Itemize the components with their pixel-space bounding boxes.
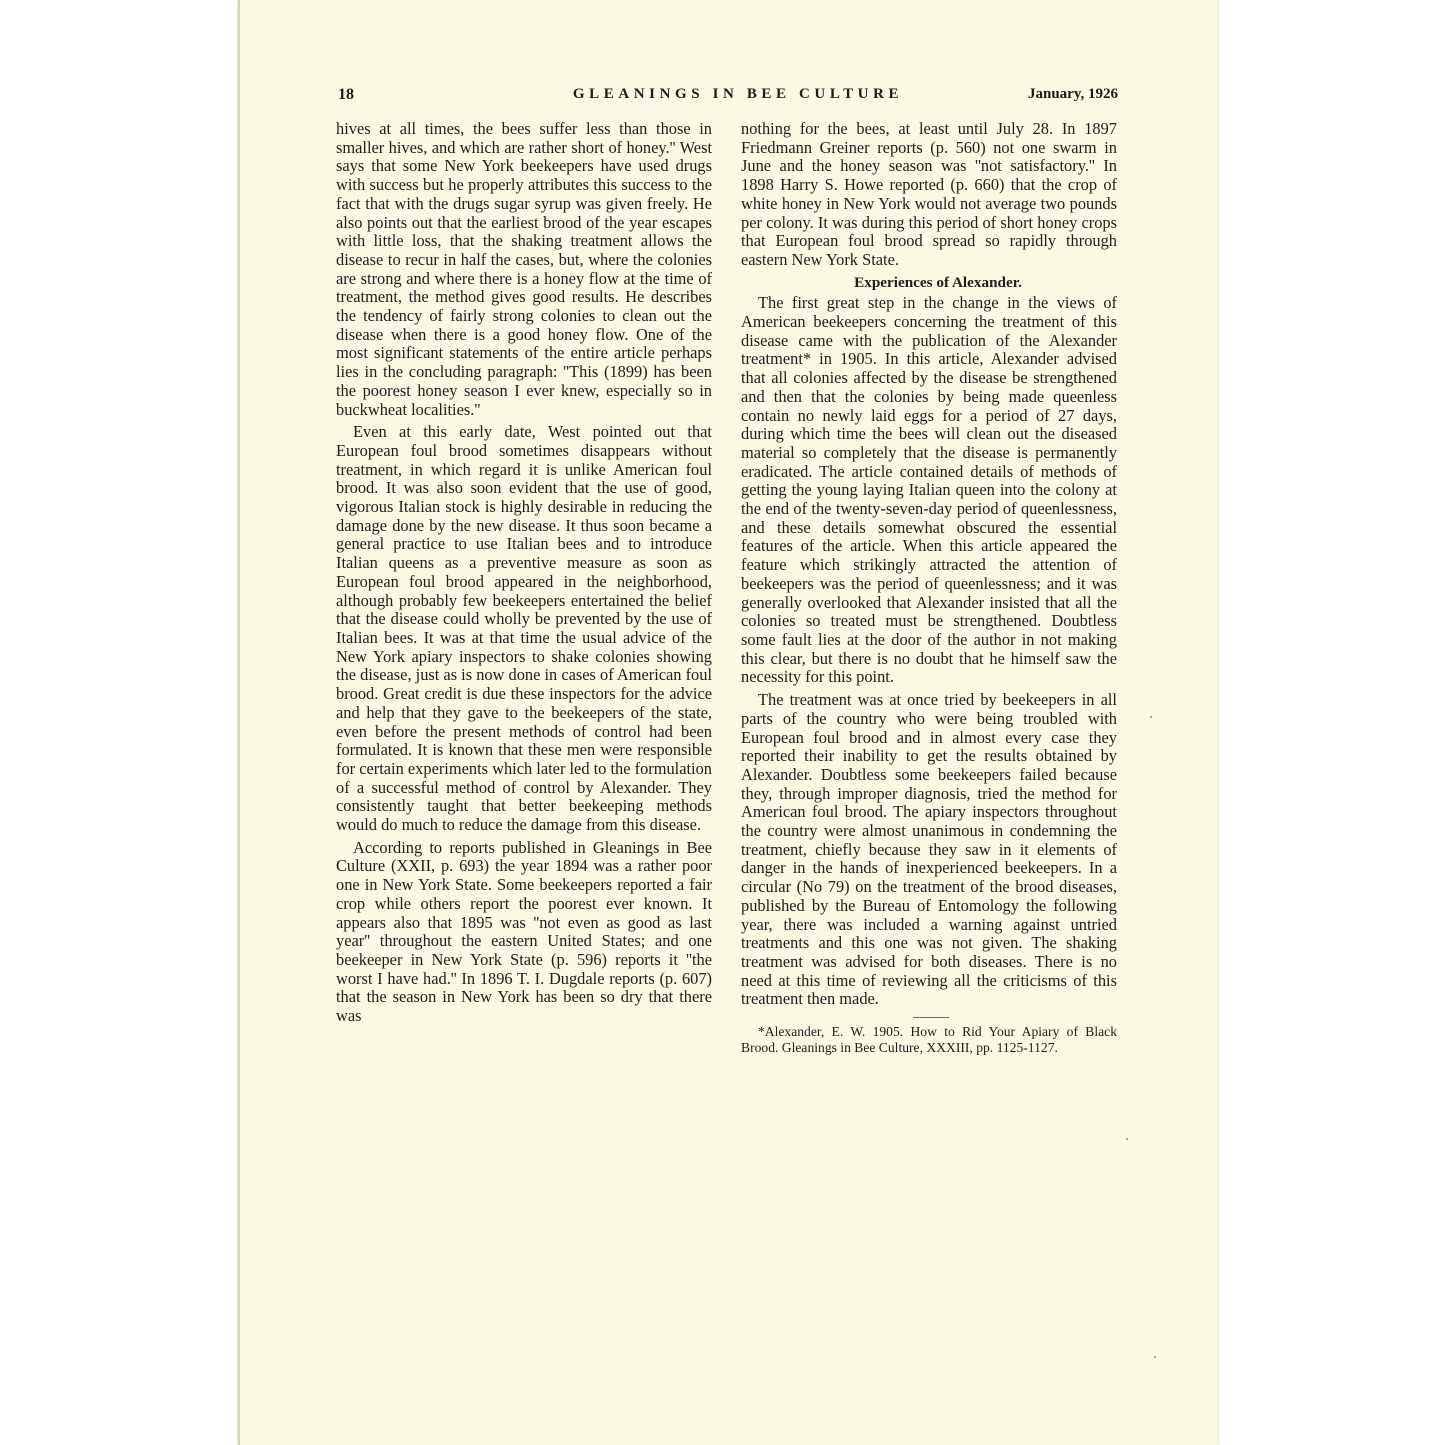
paragraph: The first great step in the change in the views of American beekeepers concerning the treatment of this disease came with the publication of the Alexander treatment* in 1905. In this article, Alexander advised that all colonies affected by the disease be strengthened and then that the colonies by being made queenless contain no newly laid eggs for a period of 27 days, during which time the bees will clean out the diseased material so completely that the disease is permanently eradicated. The article contained details of methods of getting the young laying Italian queen into the colony at the end of the twenty-seven-day period of queenlessness, and these details somewhat obscured the essential features of the article. When this article appeared the feature which strikingly attracted the attention of beekeepers was the period of queenlessness; and it was generally overlooked that Alexander insisted that all the colonies so treated must be strengthened. Doubtless some fault lies at the door of the author in not making this clear, but there is no doubt that he himself saw the necessity for this point.	[741, 293, 1117, 687]
running-header	[338, 86, 1118, 108]
page-number: 18	[338, 86, 354, 103]
paper-speck	[1150, 716, 1152, 718]
paragraph: nothing for the bees, at least until July 28. In 1897 Friedmann Greiner reports (p. 560) not one swarm in June and the honey season was ''not satisfactory.'' In 1898 Harry S. Howe reported (p. 660) that the crop of white honey in New York would not average two pounds per colony. It was during this period of short honey crops that European foul brood spread so rapidly through eastern New York State.	[741, 119, 1117, 269]
paper-speck	[1126, 1138, 1128, 1140]
paper-speck	[1154, 1356, 1156, 1358]
right-column	[741, 120, 1117, 1060]
section-heading: Experiences of Alexander.	[854, 273, 1022, 291]
left-column	[336, 120, 712, 1030]
paragraph: hives at all times, the bees suffer less than those in smaller hives, and which are rather short of honey.'' West says that some New York beekeepers have used drugs with success but he properly attributes this success to the fact that with the drugs sugar syrup was given freely. He also points out that the earliest brood of the year escapes with little loss, that the shaking treatment allows the disease to recur in half the cases, but, where the colonies are strong and where there is a honey flow at the time of treatment, the method gives good results. He describes the tendency of fairly strong colonies to clean out the disease when there is a good honey flow. One of the most significant statements of the entire article perhaps lies in the concluding paragraph: ''This (1899) has been the poorest honey season I ever knew, especially so in buckwheat localities.''	[336, 119, 712, 419]
paragraph: Even at this early date, West pointed out that European foul brood sometimes disappears without treatment, in which regard it is unlike American foul brood. It was also soon evident that the use of good, vigorous Italian stock is highly desirable in reducing the damage done by the new disease. It thus soon became a general practice to use Italian bees and to introduce Italian queens as a preventive measure as soon as European foul brood appeared in the neighborhood, although probably few beekeepers entertained the belief that the disease could wholly be prevented by the use of Italian bees. It was at that time the usual advice of the New York apiary inspectors to shake colonies showing the disease, just as is now done in cases of American foul brood. Great credit is due these inspectors for the advice and help that they gave to the beekeepers of the state, even before the present methods of control had been formulated. It is known that these men were responsible for certain experiments which later led to the formulation of a successful method of control by Alexander. They consistently taught that better beekeeping methods would do much to reduce the damage from this disease.	[336, 422, 712, 835]
paragraph: According to reports published in Gleanings in Bee Culture (XXII, p. 693) the year 1894 was a rather poor one in New York State. Some beekeepers reported a fair crop while others report the poorest ever known. It appears also that 1895 was ''not even as good as last year'' throughout the eastern United States; and one beekeeper in New York State (p. 596) reports it ''the worst I have had.'' In 1896 T. I. Dugdale reports (p. 607) that the season in New York has been so dry that there was	[336, 837, 712, 1026]
journal-title: GLEANINGS IN BEE CULTURE	[572, 86, 904, 102]
footnote: *Alexander, E. W. 1905. How to Rid Your Apiary of Black Brood. Gleanings in Bee Culture, XXXIII, pp. 1125-1127.	[741, 1024, 1117, 1056]
paragraph: The treatment was at once tried by beekeepers in all parts of the country who were being troubled with European foul brood and in almost every case they reported their inability to get the results obtained by Alexander. Doubtless some beekeepers failed because they, through improper diagnosis, tried the method for American foul brood. The apiary inspectors throughout the country were almost unanimous in condemning the treatment, chiefly because they saw in it elements of danger in the hands of inexperienced beekeepers. In a circular (No 79) on the treatment of the brood diseases, published by the Bureau of Entomology the following year, there was included a warning against untried treatments and this one was not given. The shaking treatment was advised for both diseases. There is no need at this time of reviewing all the criticisms of this treatment then made.	[741, 690, 1117, 1009]
magazine-page	[238, 0, 1218, 1445]
issue-date: January, 1926	[1027, 86, 1118, 102]
footnote-divider	[913, 1017, 949, 1018]
